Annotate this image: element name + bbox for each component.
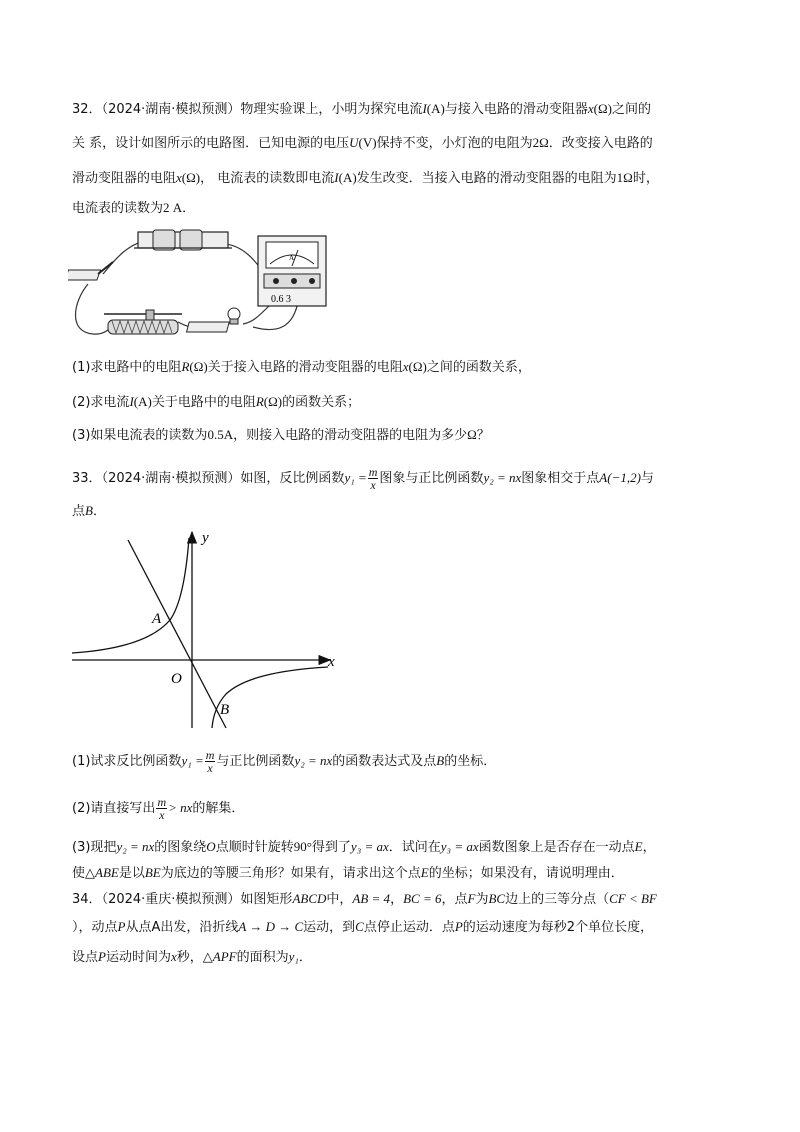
q32-line-4: 电流表的读数为2 A． <box>72 200 196 216</box>
q32-line-2: 关 系，设计如图所示的电路图．已知电源的电压U(V)保持不变，小灯泡的电阻为2Ω．改变接入电路的 <box>72 135 653 151</box>
q33-sub-3: (3)现把y₂ = nx的图象绕O点顺时针旋转90°得到了y₃ = ax．试问在y₃ = ax函数图象上是否存在一动点E， <box>72 839 656 855</box>
q33-sub-2: (2)请直接写出 $\frac{m}{x}$ > nx的解集． <box>72 795 245 822</box>
point-A-label: A <box>152 611 162 627</box>
function-graph <box>68 528 348 733</box>
q34-line-2: ），动点P从点A出发，沿折线A → D → C运动，到C点停止运动．点P的运动速度为每秒2个单位长度， <box>72 919 654 935</box>
hyperbola-branch-lower-right <box>212 667 328 728</box>
q33-number: 33 <box>72 471 89 486</box>
q33-sub-3-line-2: 使△ABE是以BE为底边的等腰三角形？如果有，请求出这个点E的坐标；如果没有，请说明理由． <box>72 865 624 881</box>
ammeter-label: A <box>289 254 295 262</box>
q34-line-1: 34．（2024·重庆·模拟预测）如图矩形ABCD中，AB = 4，BC = 6，点F为BC边上的三等分点（CF < BF <box>72 891 657 907</box>
rheostat <box>104 310 182 334</box>
q32-line-1: 32．（2024·湖南·模拟预测）物理实验课上，小明为探究电流I(A)与接入电路的滑动变阻器x(Ω)之间的 <box>72 101 651 117</box>
wire <box>76 284 114 334</box>
q34-number: 34 <box>72 892 89 907</box>
hyperbola-branch-upper-left <box>72 538 189 653</box>
q33-source: （2024·湖南·模拟预测） <box>101 471 241 486</box>
y-axis-label: y <box>202 530 209 546</box>
q32-line-3: 滑动变阻器的电阻x(Ω)， 电流表的读数即电流I(A)发生改变．当接入电路的滑动变阻器的电阻为1Ω时， <box>72 170 659 186</box>
origin-label: O <box>171 671 182 687</box>
q32-source: （2024·湖南·模拟预测） <box>101 102 241 117</box>
fraction-m-over-x: $\frac{m}{x}$ <box>368 465 378 492</box>
q33-line-2: 点B． <box>72 503 106 519</box>
q34-line-3: 设点P运动时间为x秒，△APF的面积为y₁． <box>72 949 312 965</box>
lamp <box>187 308 240 332</box>
ammeter <box>258 236 326 306</box>
point-B-label: B <box>220 702 230 718</box>
circuit-diagram <box>68 222 338 347</box>
q32-sub-2: (2)求电流I(A)关于电路中的电阻R(Ω)的函数关系； <box>72 394 361 410</box>
q33-sub-1: (1)试求反比例函数y₁ = $\frac{m}{x}$ 与正比例函数y₂ = nx的函数表达式及点B的坐标． <box>72 748 497 775</box>
q33-line-1: 33．（2024·湖南·模拟预测）如图，反比例函数y₁ = $\frac{m}{x}$ 图象与正比例函数y₂ = nx图象相交于点A(−1,2)与 <box>72 465 654 492</box>
q34-source: （2024·重庆·模拟预测） <box>101 892 241 907</box>
x-axis-label: x <box>328 654 335 670</box>
q32-sub-1: (1)求电路中的电阻R(Ω)关于接入电路的滑动变阻器的电阻x(Ω)之间的函数关系， <box>72 359 531 375</box>
battery-box <box>134 230 232 250</box>
q32-sub-3: (3)如果电流表的读数为0.5A，则接入电路的滑动变阻器的电阻为多少Ω？ <box>72 427 490 443</box>
proportional-line <box>128 540 226 728</box>
q32-number: 32 <box>72 102 89 117</box>
ammeter-terminals: 0.6 3 <box>271 294 291 305</box>
